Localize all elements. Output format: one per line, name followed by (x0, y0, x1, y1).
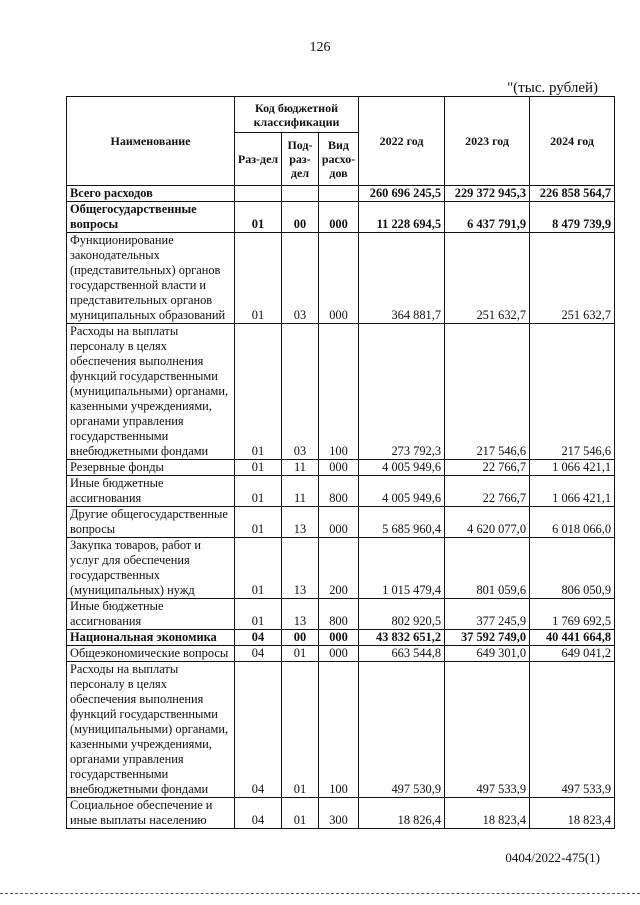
row-name: Социальное обеспечение и иные выплаты населению (67, 798, 235, 829)
table-row (67, 476, 615, 507)
row-value-2022: 663 544,8 (359, 646, 445, 662)
table-row (67, 186, 615, 202)
row-podrazdel: 13 (282, 507, 319, 538)
row-name: Иные бюджетные ассигнования (67, 476, 235, 507)
row-vid: 300 (319, 798, 359, 829)
row-value-2022: 4 005 949,6 (359, 476, 445, 507)
row-razdel: 01 (235, 476, 282, 507)
row-value-2024: 226 858 564,7 (530, 186, 615, 202)
header-razdel: Раз-дел (235, 133, 282, 186)
row-razdel: 01 (235, 202, 282, 233)
row-podrazdel: 13 (282, 599, 319, 630)
row-value-2022: 4 005 949,6 (359, 460, 445, 476)
row-value-2024: 40 441 664,8 (530, 630, 615, 646)
row-value-2023: 4 620 077,0 (445, 507, 530, 538)
row-value-2023: 22 766,7 (445, 476, 530, 507)
row-value-2024: 1 769 692,5 (530, 599, 615, 630)
row-value-2023: 377 245,9 (445, 599, 530, 630)
bottom-divider (0, 893, 640, 894)
row-name: Расходы на выплаты персоналу в целях обеспечения выполнения функций государственными (муниципальными) органами, казенными учреждениями, органами управления государственными внебюджетными фондами (67, 662, 235, 798)
row-value-2023: 6 437 791,9 (445, 202, 530, 233)
row-name: Расходы на выплаты персоналу в целях обеспечения выполнения функций государственными (муниципальными) органами, казенными учреждениями, органами управления государственными внебюджетными фондами (67, 324, 235, 460)
table-row (67, 646, 615, 662)
row-value-2023: 37 592 749,0 (445, 630, 530, 646)
row-podrazdel: 01 (282, 798, 319, 829)
row-value-2024: 806 050,9 (530, 538, 615, 599)
row-vid: 000 (319, 630, 359, 646)
row-razdel: 04 (235, 646, 282, 662)
table-row (67, 507, 615, 538)
row-value-2023: 18 823,4 (445, 798, 530, 829)
units-label: "(тыс. рублей) (507, 80, 598, 96)
row-razdel: 04 (235, 630, 282, 646)
row-razdel: 01 (235, 538, 282, 599)
row-podrazdel: 11 (282, 460, 319, 476)
row-podrazdel: 00 (282, 630, 319, 646)
row-value-2022: 364 881,7 (359, 233, 445, 324)
row-value-2024: 497 533,9 (530, 662, 615, 798)
table-body (67, 186, 615, 829)
row-name: Резервные фонды (67, 460, 235, 476)
row-razdel: 04 (235, 662, 282, 798)
table-row (67, 538, 615, 599)
row-value-2022: 1 015 479,4 (359, 538, 445, 599)
row-name: Общеэкономические вопросы (67, 646, 235, 662)
row-vid: 000 (319, 202, 359, 233)
row-name: Иные бюджетные ассигнования (67, 599, 235, 630)
row-value-2023: 497 533,9 (445, 662, 530, 798)
row-vid: 000 (319, 646, 359, 662)
row-value-2022: 802 920,5 (359, 599, 445, 630)
row-podrazdel: 11 (282, 476, 319, 507)
row-podrazdel: 03 (282, 233, 319, 324)
row-vid: 200 (319, 538, 359, 599)
table-row (67, 202, 615, 233)
table-row (67, 630, 615, 646)
row-value-2022: 273 792,3 (359, 324, 445, 460)
row-vid: 000 (319, 233, 359, 324)
row-value-2022: 43 832 651,2 (359, 630, 445, 646)
row-vid: 100 (319, 324, 359, 460)
row-vid (319, 186, 359, 202)
budget-table (66, 96, 615, 829)
header-podrazdel: Под-раз-дел (282, 133, 319, 186)
table-row (67, 662, 615, 798)
header-name: Наименование (67, 97, 235, 186)
header-2022: 2022 год (359, 97, 445, 186)
row-value-2023: 229 372 945,3 (445, 186, 530, 202)
page-number: 126 (309, 40, 331, 55)
table-row (67, 324, 615, 460)
row-name: Закупка товаров, работ и услуг для обеспечения государственных (муниципальных) нужд (67, 538, 235, 599)
row-razdel: 01 (235, 233, 282, 324)
row-razdel: 01 (235, 324, 282, 460)
row-vid: 100 (319, 662, 359, 798)
row-razdel: 01 (235, 599, 282, 630)
row-podrazdel: 00 (282, 202, 319, 233)
row-value-2024: 1 066 421,1 (530, 476, 615, 507)
table-row (67, 599, 615, 630)
row-name: Другие общегосударственные вопросы (67, 507, 235, 538)
row-podrazdel (282, 186, 319, 202)
row-vid: 000 (319, 460, 359, 476)
header-2024: 2024 год (530, 97, 615, 186)
row-value-2022: 497 530,9 (359, 662, 445, 798)
header-vid: Вид расхо-дов (319, 133, 359, 186)
row-value-2024: 18 823,4 (530, 798, 615, 829)
row-value-2023: 22 766,7 (445, 460, 530, 476)
row-value-2023: 217 546,6 (445, 324, 530, 460)
row-vid: 000 (319, 507, 359, 538)
row-value-2024: 649 041,2 (530, 646, 615, 662)
row-value-2023: 801 059,6 (445, 538, 530, 599)
row-value-2022: 18 826,4 (359, 798, 445, 829)
row-value-2024: 6 018 066,0 (530, 507, 615, 538)
row-value-2024: 251 632,7 (530, 233, 615, 324)
row-razdel: 01 (235, 507, 282, 538)
header-code-group: Код бюджетной классификации (235, 97, 359, 133)
row-razdel: 01 (235, 460, 282, 476)
row-name: Национальная экономика (67, 630, 235, 646)
document-code: 0404/2022-475(1) (505, 850, 600, 865)
row-podrazdel: 01 (282, 646, 319, 662)
row-value-2022: 260 696 245,5 (359, 186, 445, 202)
row-podrazdel: 01 (282, 662, 319, 798)
row-vid: 800 (319, 599, 359, 630)
row-value-2024: 1 066 421,1 (530, 460, 615, 476)
row-razdel: 04 (235, 798, 282, 829)
row-vid: 800 (319, 476, 359, 507)
row-podrazdel: 03 (282, 324, 319, 460)
row-value-2024: 8 479 739,9 (530, 202, 615, 233)
row-name: Общегосударственные вопросы (67, 202, 235, 233)
row-value-2024: 217 546,6 (530, 324, 615, 460)
table-row (67, 233, 615, 324)
row-name: Всего расходов (67, 186, 235, 202)
row-value-2023: 251 632,7 (445, 233, 530, 324)
row-value-2022: 5 685 960,4 (359, 507, 445, 538)
row-value-2022: 11 228 694,5 (359, 202, 445, 233)
row-razdel (235, 186, 282, 202)
row-name: Функционирование законодательных (представительных) органов государственной власти и представительных органов муниципальных образований (67, 233, 235, 324)
table-row (67, 460, 615, 476)
row-podrazdel: 13 (282, 538, 319, 599)
table-row (67, 798, 615, 829)
row-value-2023: 649 301,0 (445, 646, 530, 662)
header-2023: 2023 год (445, 97, 530, 186)
